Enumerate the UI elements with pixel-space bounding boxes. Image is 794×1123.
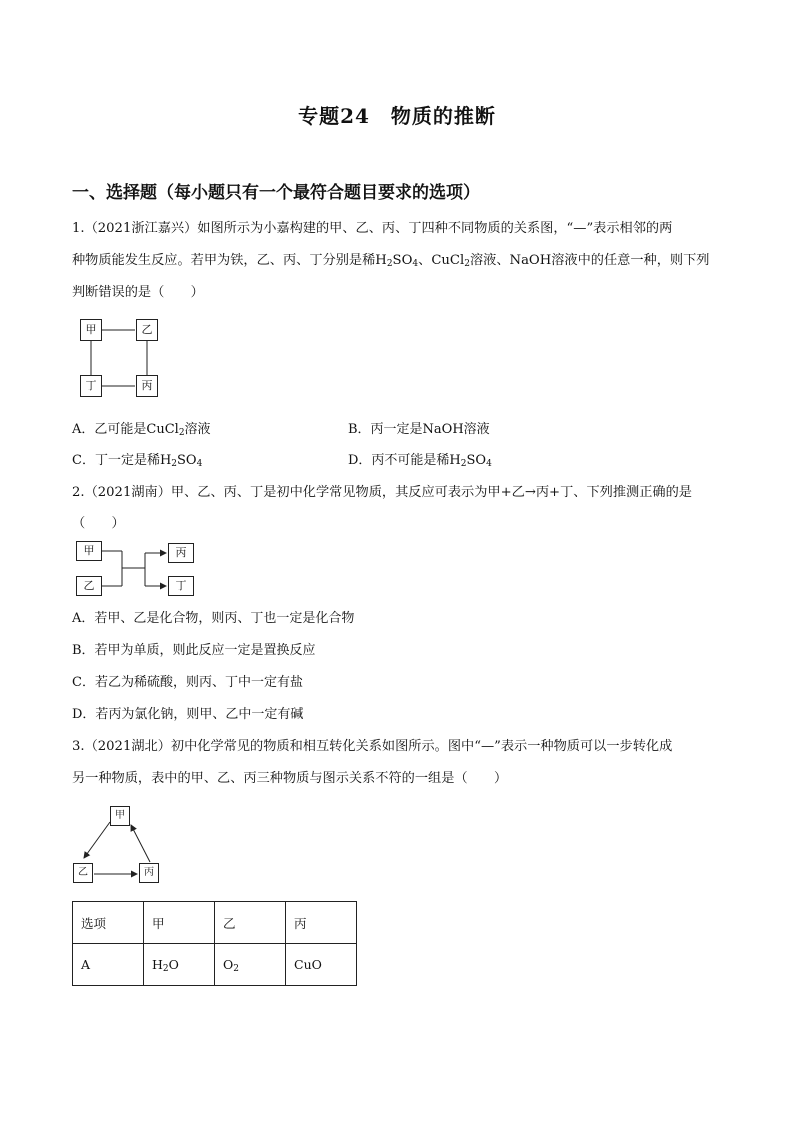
- q1-node-yi: 乙: [136, 319, 158, 341]
- table-cell: CuO: [286, 944, 357, 986]
- table-header-cell: 甲: [144, 902, 215, 944]
- q2-option-a: A．若甲、乙是化合物，则丙、丁也一定是化合物: [72, 611, 355, 626]
- q2-node-yi: 乙: [76, 576, 102, 596]
- q1-node-bing: 丙: [136, 375, 158, 397]
- table-cell: $O_2$: [215, 944, 286, 986]
- table-header-cell: 乙: [215, 902, 286, 944]
- table-header-cell: 丙: [286, 902, 357, 944]
- q2-option-b: B．若甲为单质，则此反应一定是置换反应: [72, 643, 316, 658]
- section-heading: 一、选择题（每小题只有一个最符合题目要求的选项）: [72, 183, 480, 203]
- q1-line3: 判断错误的是（ ）: [72, 285, 204, 300]
- q3-node-jia: 甲: [110, 806, 130, 826]
- q3-node-bing: 丙: [139, 863, 159, 883]
- q1-option-c: C．丁一定是稀$H_2SO_4$: [72, 453, 203, 469]
- q2-node-ding: 丁: [168, 576, 194, 596]
- q2-node-bing: 丙: [168, 543, 194, 563]
- table-row: [73, 944, 357, 986]
- q1-option-d: D．丙不可能是稀$H_2SO_4$: [348, 453, 492, 469]
- q1-node-ding: 丁: [80, 375, 102, 397]
- q2-option-c: C．若乙为稀硫酸，则丙、丁中一定有盐: [72, 675, 303, 690]
- q1-option-a: A．乙可能是CuCl$_2$溶液: [72, 422, 211, 438]
- q1-node-jia: 甲: [80, 319, 102, 341]
- table-cell: A: [73, 944, 144, 986]
- q2-option-d: D．若丙为氯化钠，则甲、乙中一定有碱: [72, 707, 304, 722]
- q3-node-yi: 乙: [73, 863, 93, 883]
- q3-table: [72, 901, 357, 986]
- table-header-row: [73, 902, 357, 944]
- table-header-cell: 选项: [73, 902, 144, 944]
- q3-line1: 3.（2021湖北）初中化学常见的物质和相互转化关系如图所示。图中“—”表示一种物质可以一步转化成: [72, 739, 673, 754]
- q2-line1: 2.（2021湖南）甲、乙、丙、丁是初中化学常见物质，其反应可表示为甲+乙→丙+丁、下列推测正确的是: [72, 485, 692, 500]
- q1-line2: 种物质能发生反应。若甲为铁，乙、丙、丁分别是稀$H_2SO_4$、CuCl$_2$溶液、NaOH溶液中的任意一种，则下列: [72, 253, 710, 269]
- page-title: 专题24 物质的推断: [298, 104, 496, 128]
- q1-option-b: B．丙一定是NaOH溶液: [348, 422, 490, 437]
- q1-line1: 1.（2021浙江嘉兴）如图所示为小嘉构建的甲、乙、丙、丁四种不同物质的关系图，“—”表示相邻的两: [72, 221, 673, 236]
- q3-line2: 另一种物质，表中的甲、乙、丙三种物质与图示关系不符的一组是（ ）: [72, 771, 508, 786]
- q2-line2: （ ）: [72, 516, 125, 531]
- table-cell: $H_2O$: [144, 944, 215, 986]
- q2-node-jia: 甲: [76, 541, 102, 561]
